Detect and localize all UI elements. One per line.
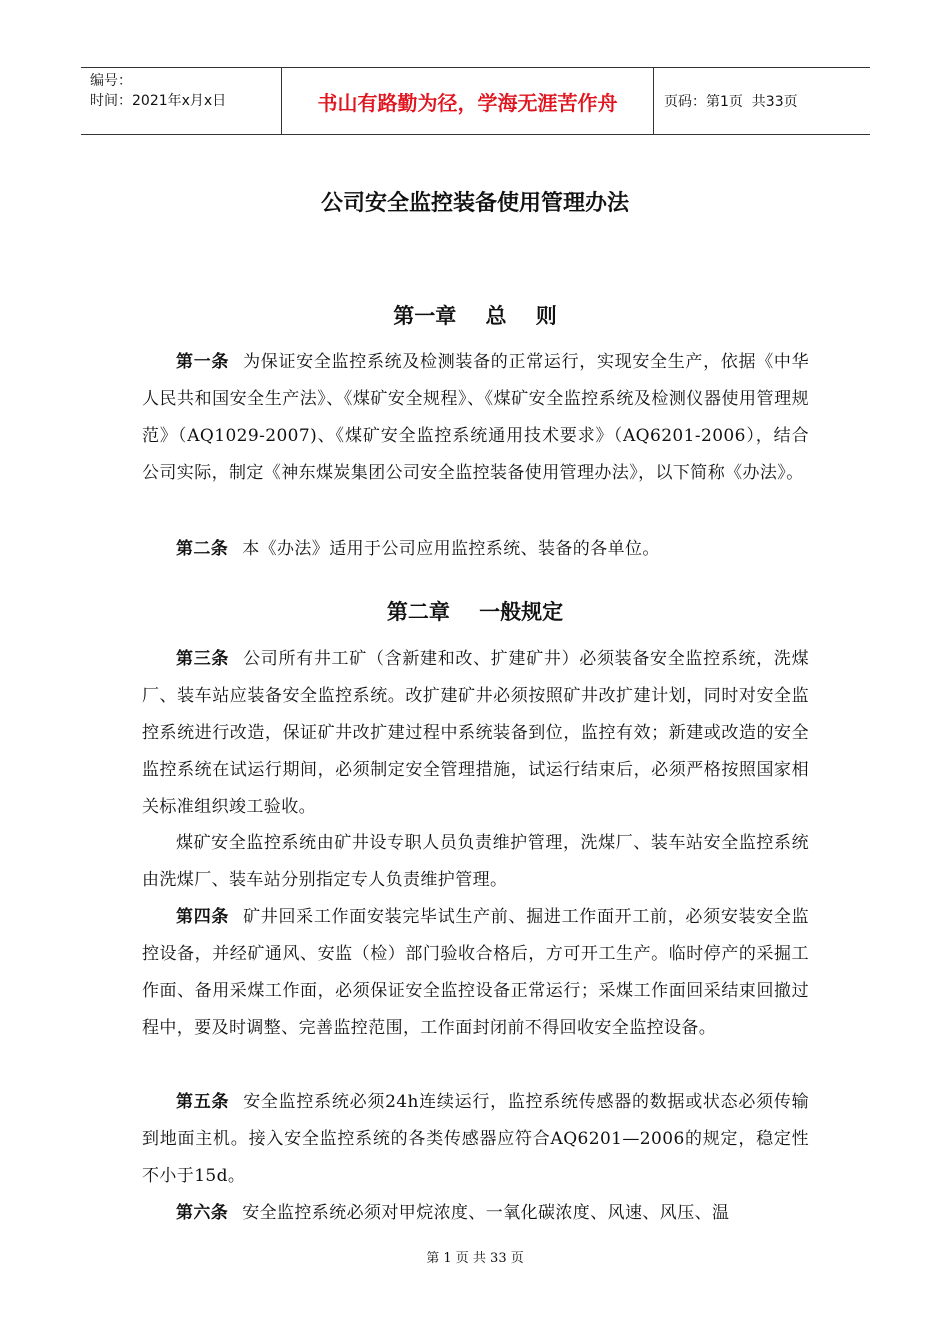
article-label: 第六条 [176,1203,229,1223]
article-text: 为保证安全监控系统及检测装备的正常运行，实现安全生产，依据《中华人民共和国安全生产法》、《煤矿安全规程》、《煤矿安全监控系统及检测仪器使用管理规范》（AQ1029-2007)、《煤矿安全监控系统通用技术要求》（AQ6201-2006），结合公司实际，制定《神东煤炭集团公司安全监控装备使用管理办法》，以下简称《办法》。 [142,352,809,483]
article-label: 第二条 [176,539,229,559]
article-3 [142,641,809,826]
article-2 [142,531,809,568]
article-1 [142,344,809,492]
chapter-heading-2: 第二章 一般规定 [386,600,564,624]
header-meta [81,68,282,134]
article-label: 第五条 [176,1092,230,1112]
article-text: 本《办法》适用于公司应用监控系统、装备的各单位。 [242,539,660,559]
article-5 [142,1084,809,1195]
article-label: 第四条 [176,907,230,927]
article-text: 煤矿安全监控系统由矿井设专职人员负责维护管理，洗煤厂、装车站安全监控系统由洗煤厂、装车站分别指定专人负责维护管理。 [142,833,809,890]
article-label: 第三条 [176,649,230,669]
header-motto: 书山有路勤为径，学海无涯苦作舟 [282,68,654,134]
article-text: 安全监控系统必须对甲烷浓度、一氧化碳浓度、风速、风压、温 [242,1203,730,1223]
document-time: 时间：2021年x月x日 [90,93,227,109]
article-4 [142,899,809,1047]
article-text: 公司所有井工矿（含新建和改、扩建矿井）必须装备安全监控系统，洗煤厂、装车站应装备安全监控系统。改扩建矿井必须按照矿井改扩建计划，同时对安全监控系统进行改造，保证矿井改扩建过程中系统装备到位，监控有效；新建或改造的安全监控系统在试运行期间，必须制定安全管理措施，试运行结束后，必须严格按照国家相关标准组织竣工验收。 [142,649,809,817]
article-6 [142,1195,809,1232]
page-footer: 第 1 页 共 33 页 [426,1251,524,1266]
header-page-info [654,68,870,134]
article-label: 第一条 [176,352,230,372]
document-number-label: 编号： [90,73,132,89]
chapter-heading-1: 第一章 总 则 [393,304,557,328]
article-text: 矿井回采工作面安装完毕试生产前、掘进工作面开工前，必须安装安全监控设备，并经矿通风、安监（检）部门验收合格后，方可开工生产。临时停产的采掘工作面、备用采煤工作面，必须保证安全监控设备正常运行；采煤工作面回采结束回撤过程中，要及时调整、完善监控范围，工作面封闭前不得回收安全监控设备。 [142,907,809,1038]
page-header [81,67,870,135]
article-text: 安全监控系统必须24h连续运行，监控系统传感器的数据或状态必须传输到地面主机。接入安全监控系统的各类传感器应符合AQ6201—2006的规定，稳定性不小于15d。 [142,1092,809,1186]
document-title: 公司安全监控装备使用管理办法 [320,191,629,216]
article-3-continued [142,825,809,899]
page-info-text: 页码：第1页 共33页 [664,94,798,110]
